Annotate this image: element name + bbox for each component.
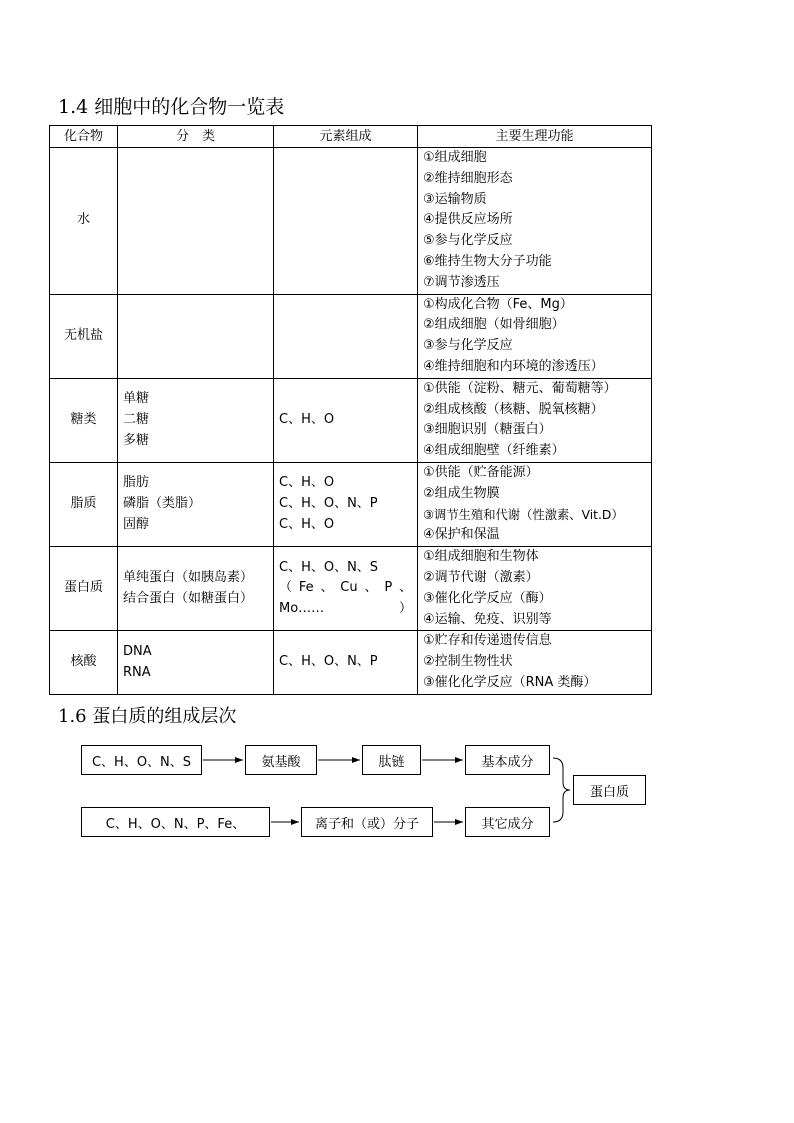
category-item: 磷脂（类脂） xyxy=(123,496,202,512)
function-item: ②组成生物膜 xyxy=(423,485,500,501)
function-item: ③参与化学反应 xyxy=(423,338,513,354)
header-elements: 元素组成 xyxy=(274,126,418,148)
function-item: ⑤参与化学反应 xyxy=(423,233,513,249)
element-item: C、H、O xyxy=(279,411,335,427)
header-functions: 主要生理功能 xyxy=(418,126,652,148)
compound-name: 糖类 xyxy=(50,378,118,462)
flow-box-peptide-chain: 肽链 xyxy=(362,745,421,775)
category-item: DNA xyxy=(123,643,152,659)
function-item: ②调节代谢（激素） xyxy=(423,569,539,585)
category-item: 多糖 xyxy=(123,432,150,448)
category-item: 单糖 xyxy=(123,391,150,407)
function-item: ②控制生物性状 xyxy=(423,654,513,670)
compound-name: 水 xyxy=(50,148,118,295)
element-item: C、H、O、N、P xyxy=(279,654,378,670)
function-item: ①供能（贮备能源） xyxy=(423,464,539,480)
function-item: ④运输、免疫、识别等 xyxy=(423,611,552,627)
element-item: C、H、O、N、P xyxy=(279,496,378,512)
function-item: ⑦调节渗透压 xyxy=(423,274,500,290)
function-item: ①贮存和传递遗传信息 xyxy=(423,633,552,649)
compound-name: 无机盐 xyxy=(50,294,118,378)
element-item: C、H、O、N、S xyxy=(279,559,379,575)
function-item: ②组成核酸（核糖、脱氧核糖） xyxy=(423,401,604,417)
function-item: ③细胞识别（糖蛋白） xyxy=(423,422,552,438)
function-item: ④提供反应场所 xyxy=(423,212,513,228)
function-item: ③运输物质 xyxy=(423,191,487,207)
function-item: ④组成细胞壁（纤维素） xyxy=(423,443,565,459)
element-item: C、H、O xyxy=(279,516,335,532)
function-item: ①组成细胞 xyxy=(423,150,487,165)
element-item: C、H、O xyxy=(279,475,335,491)
category-item: 固醇 xyxy=(123,516,150,532)
function-item: ③催化化学反应（酶） xyxy=(423,590,552,606)
function-item: ④保护和保温 xyxy=(423,527,500,543)
header-compound: 化合物 xyxy=(50,126,118,148)
flow-box-elements-bottom: C、H、O、N、P、Fe、 xyxy=(81,807,270,837)
section-title-protein-levels: 1.6 蛋白质的组成层次 xyxy=(58,706,237,727)
flow-box-ions-molecules: 离子和（或）分子 xyxy=(301,807,433,837)
category-item: 脂肪 xyxy=(123,475,150,491)
function-item: ②组成细胞（如骨细胞） xyxy=(423,317,565,333)
section-title-compounds: 1.4 细胞中的化合物一览表 xyxy=(58,96,285,118)
header-category: 分 类 xyxy=(118,126,274,148)
function-item: ④维持细胞和内环境的渗透压） xyxy=(423,358,604,374)
category-item: 结合蛋白（如糖蛋白） xyxy=(123,590,254,606)
compound-name: 蛋白质 xyxy=(50,547,118,631)
flow-box-basic-component: 基本成分 xyxy=(465,745,550,775)
function-item: ①供能（淀粉、糖元、葡萄糖等） xyxy=(423,380,617,396)
flow-box-amino-acid: 氨基酸 xyxy=(245,745,317,775)
element-item: （Fe、Cu、P、Mo……） xyxy=(279,580,412,617)
function-item: ①构成化合物（Fe、Mg） xyxy=(423,296,573,312)
function-item: ②维持细胞形态 xyxy=(423,170,513,186)
flow-box-other-component: 其它成分 xyxy=(465,807,550,837)
function-item: ①组成细胞和生物体 xyxy=(423,549,539,565)
compound-name: 脂质 xyxy=(50,462,118,546)
function-item: ⑥维持生物大分子功能 xyxy=(423,253,552,269)
function-item: ③调节生殖和代谢（性激素、Vit.D） xyxy=(423,507,624,522)
flow-box-elements-top: C、H、O、N、S xyxy=(81,745,202,775)
category-item: 单纯蛋白（如胰岛素） xyxy=(123,569,254,585)
function-item: ③催化化学反应（RNA 类酶） xyxy=(423,674,597,690)
brace-icon xyxy=(553,758,570,822)
compound-name: 核酸 xyxy=(50,631,118,694)
category-item: 二糖 xyxy=(123,411,150,427)
flow-box-protein: 蛋白质 xyxy=(573,775,646,805)
category-item: RNA xyxy=(123,664,151,680)
